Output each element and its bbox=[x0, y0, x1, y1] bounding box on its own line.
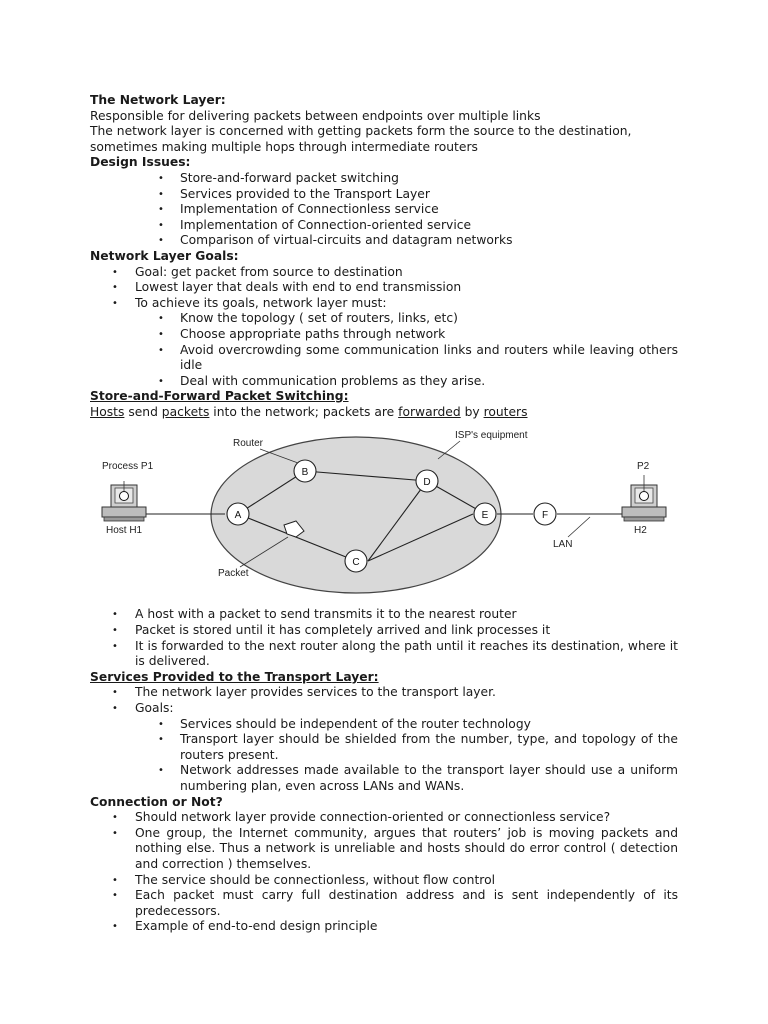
list-item: • One group, the Internet community, argues that routers’ job is moving packets and nothing else. Thus a network is unreliable and hosts should do error control ( detection and correction ) themselves. bbox=[90, 826, 678, 873]
router-b bbox=[294, 460, 316, 482]
text-fragment: send bbox=[124, 404, 162, 419]
list-item: • Implementation of Connection-oriented service bbox=[90, 218, 678, 234]
list-item: • Know the topology ( set of routers, links, etc) bbox=[135, 311, 678, 327]
term-routers: routers bbox=[483, 404, 528, 419]
list-item: • A host with a packet to send transmits it to the nearest router bbox=[90, 607, 678, 623]
connection-list bbox=[90, 810, 678, 935]
list-item: • Choose appropriate paths through network bbox=[135, 327, 678, 343]
network-diagram bbox=[90, 421, 678, 601]
text-fragment: by bbox=[460, 404, 484, 419]
document-body bbox=[90, 93, 678, 935]
list-item: • It is forwarded to the next router along the path until it reaches its destination, where it is delivered. bbox=[90, 639, 678, 670]
p2-label: P2 bbox=[637, 461, 650, 473]
list-item: • Comparison of virtual-circuits and datagram networks bbox=[90, 233, 678, 249]
list-item-text: Goals: bbox=[135, 701, 174, 716]
services-sublist bbox=[135, 717, 678, 795]
node-label-b: B bbox=[301, 467, 309, 479]
term-forwarded: forwarded bbox=[398, 404, 461, 419]
network-diagram-svg bbox=[90, 421, 678, 601]
services-heading: Services Provided to the Transport Layer: bbox=[90, 669, 379, 684]
list-item: • The network layer provides services to the transport layer. bbox=[90, 685, 678, 701]
router-f bbox=[534, 503, 556, 525]
router-c bbox=[345, 550, 367, 572]
list-item: • Goal: get packet from source to destination bbox=[90, 265, 678, 281]
list-item bbox=[90, 701, 678, 795]
connection-heading: Connection or Not? bbox=[90, 794, 223, 809]
list-item: • Should network layer provide connection-oriented or connectionless service? bbox=[90, 810, 678, 826]
router-a bbox=[227, 503, 249, 525]
term-hosts: Hosts bbox=[90, 404, 125, 419]
list-item: • Each packet must carry full destination address and is sent independently of its predecessors. bbox=[90, 888, 678, 919]
title: The Network Layer: bbox=[90, 93, 226, 107]
list-item: • Transport layer should be shielded from the number, type, and topology of the routers present. bbox=[135, 732, 678, 763]
list-item: • The service should be connectionless, without flow control bbox=[90, 873, 678, 889]
list-item bbox=[90, 296, 678, 390]
term-packets: packets bbox=[161, 404, 210, 419]
h2-label: H2 bbox=[634, 525, 647, 537]
node-label-f: F bbox=[541, 510, 549, 522]
store-forward-heading: Store-and-Forward Packet Switching: bbox=[90, 389, 349, 404]
list-item: • Packet is stored until it has completely arrived and link processes it bbox=[90, 623, 678, 639]
list-item: • Avoid overcrowding some communication links and routers while leaving others idle bbox=[135, 343, 678, 374]
design-issues-heading: Design Issues: bbox=[90, 155, 191, 170]
services-list bbox=[90, 685, 678, 794]
intro-line-1: Responsible for delivering packets between endpoints over multiple links bbox=[90, 108, 541, 123]
host-h1-label: Host H1 bbox=[106, 525, 143, 537]
list-item: • Network addresses made available to the transport layer should use a uniform numbering plan, even across LANs and WANs. bbox=[135, 763, 678, 794]
goals-list bbox=[90, 265, 678, 390]
node-label-c: C bbox=[352, 557, 360, 569]
node-label-e: E bbox=[481, 510, 489, 522]
goals-heading: Network Layer Goals: bbox=[90, 248, 239, 263]
list-item: • Example of end-to-end design principle bbox=[90, 919, 678, 935]
list-item: • Lowest layer that deals with end to end transmission bbox=[90, 280, 678, 296]
store-forward-list bbox=[90, 607, 678, 669]
list-item: • Store-and-forward packet switching bbox=[90, 171, 678, 187]
node-label-d: D bbox=[423, 477, 431, 489]
lan-label: LAN bbox=[553, 539, 573, 551]
goals-sublist bbox=[135, 311, 678, 389]
lan-pointer bbox=[568, 517, 590, 537]
process-p1-label: Process P1 bbox=[102, 461, 154, 473]
list-item: • Services provided to the Transport Layer bbox=[90, 187, 678, 203]
store-forward-line bbox=[90, 405, 678, 421]
design-issues-list bbox=[90, 171, 678, 249]
intro-line-2: The network layer is concerned with getting packets form the source to the destination, sometimes making multiple hops through intermediate routers bbox=[90, 124, 632, 154]
node-label-a: A bbox=[234, 510, 242, 522]
router-e bbox=[474, 503, 496, 525]
router-label: Router bbox=[233, 438, 264, 450]
list-item-text: To achieve its goals, network layer must: bbox=[135, 295, 387, 310]
list-item: • Implementation of Connectionless service bbox=[90, 202, 678, 218]
router-d bbox=[416, 470, 438, 492]
packet-label: Packet bbox=[218, 568, 249, 580]
isp-label: ISP's equipment bbox=[455, 430, 528, 442]
text-fragment: into the network; packets are bbox=[209, 404, 399, 419]
list-item: • Services should be independent of the router technology bbox=[135, 717, 678, 733]
list-item: • Deal with communication problems as they arise. bbox=[135, 374, 678, 390]
